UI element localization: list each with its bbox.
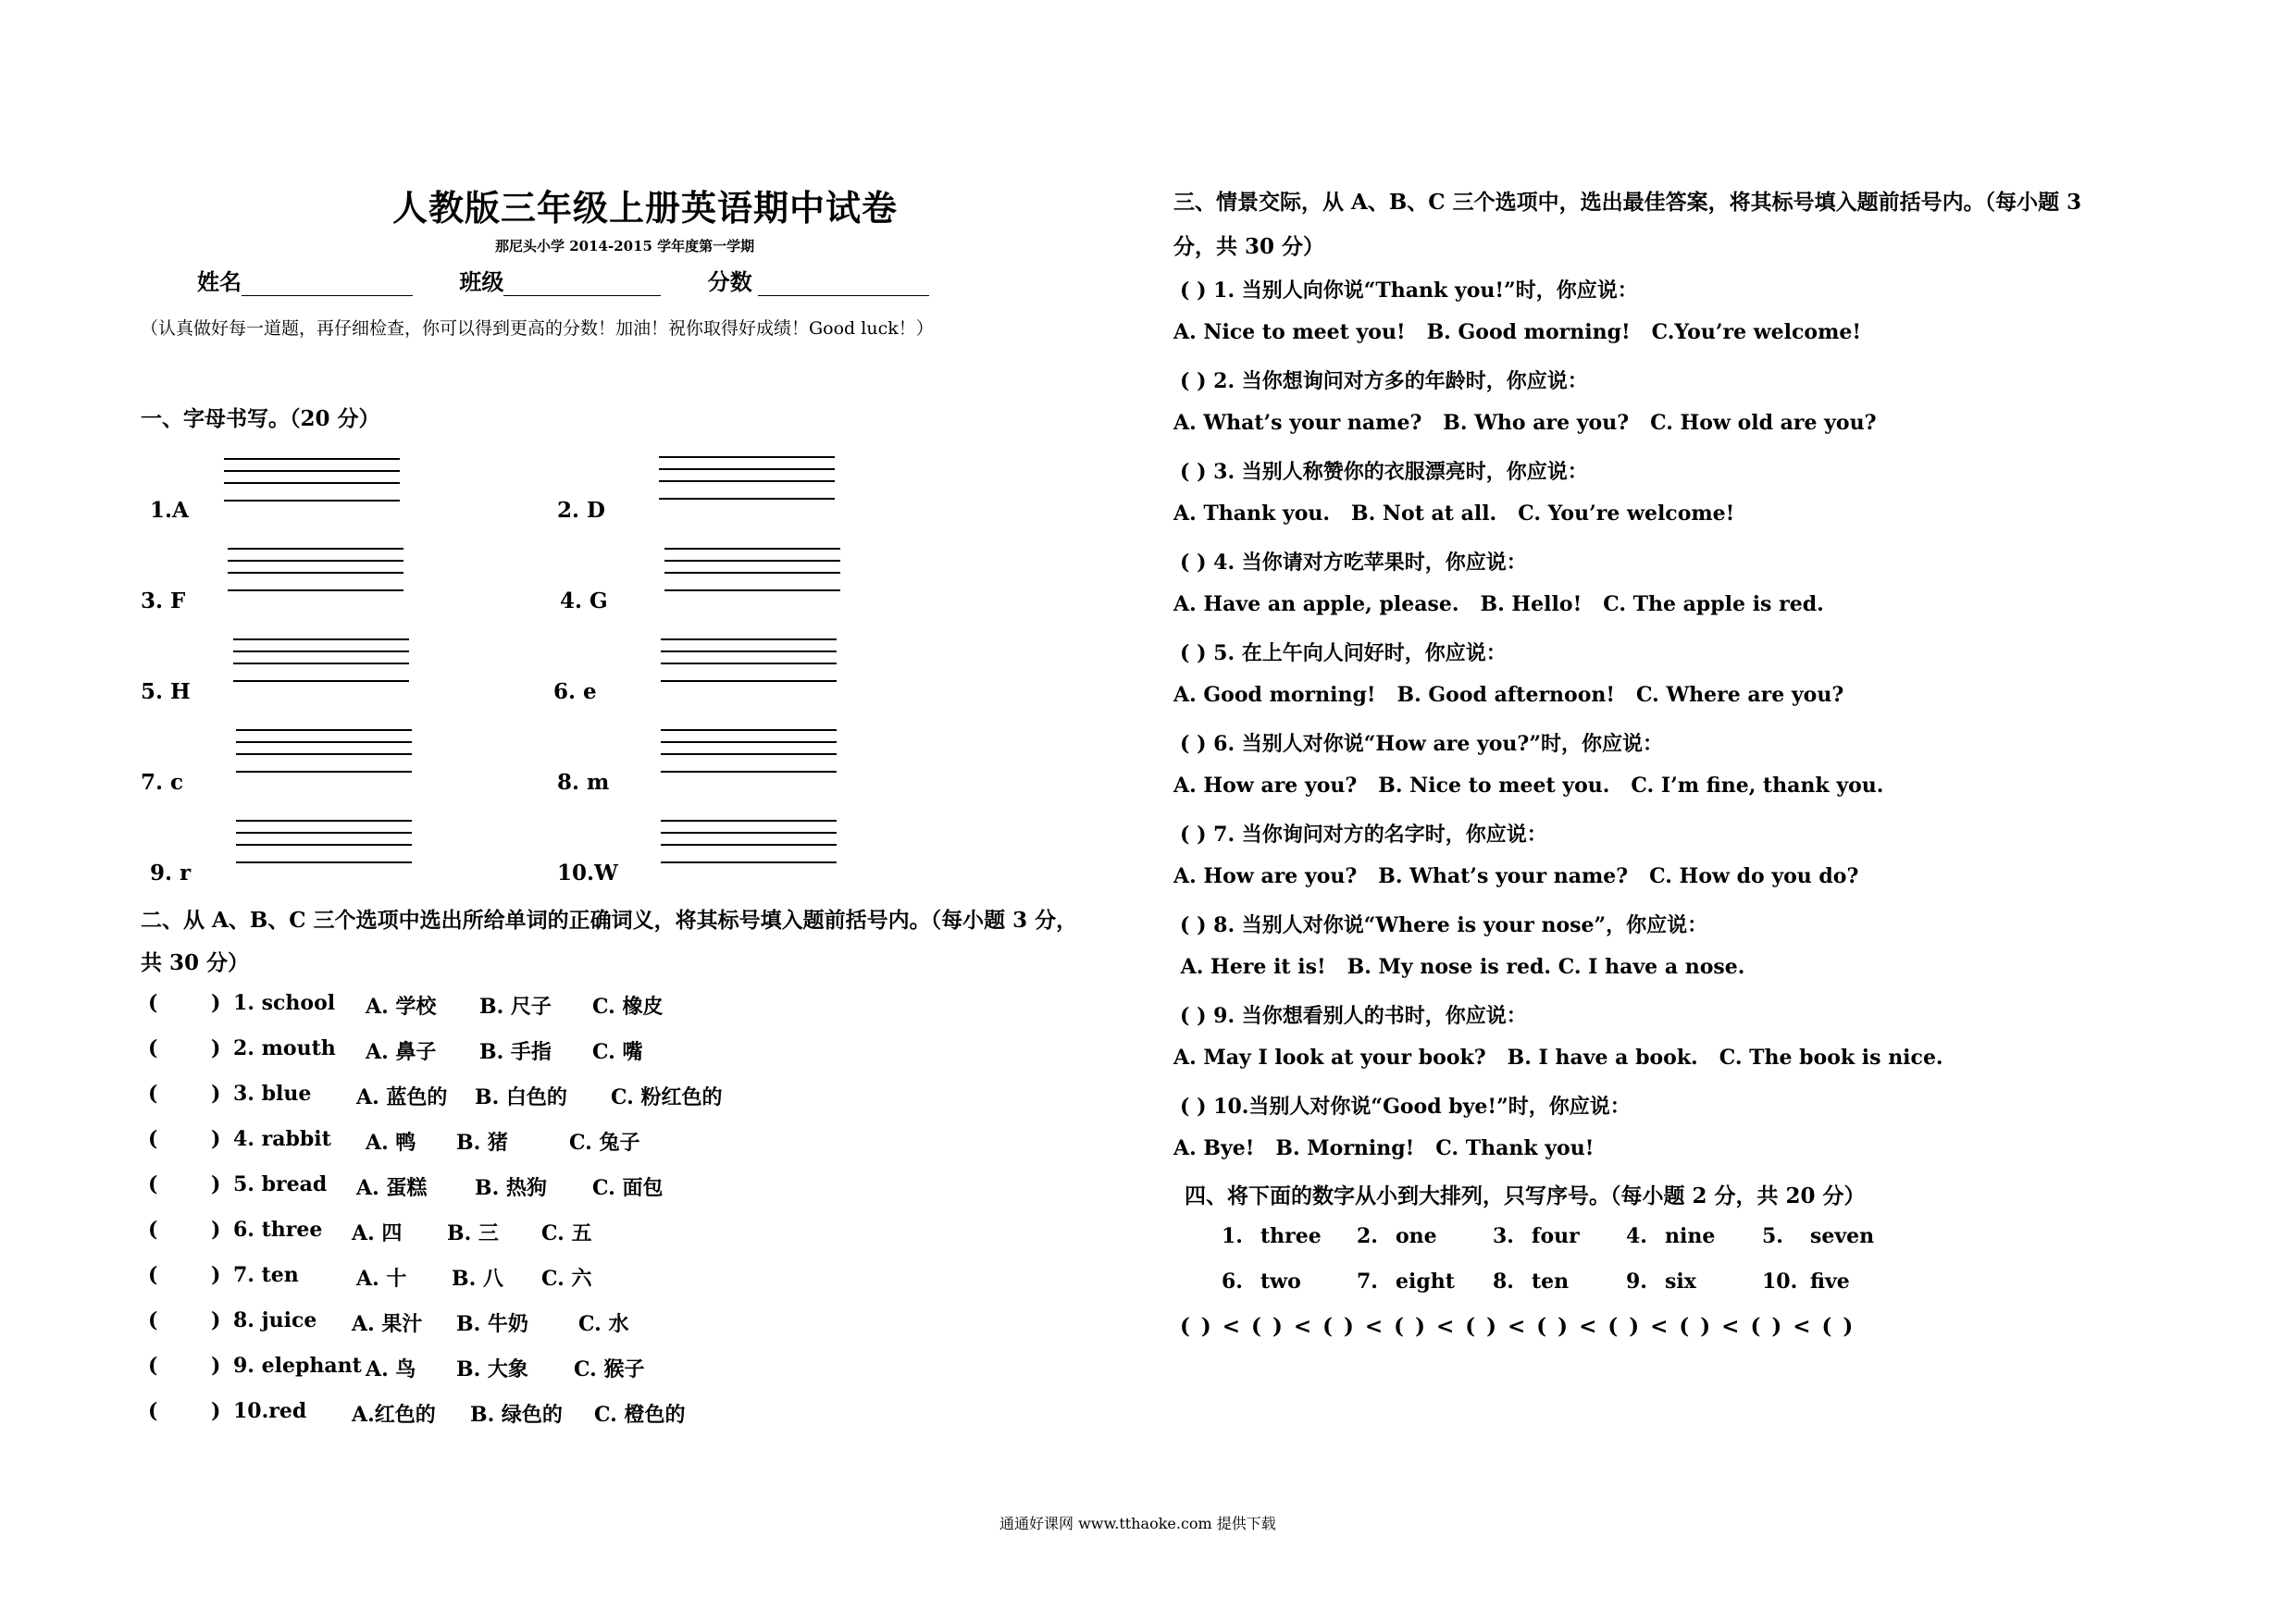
answer-bracket-open[interactable]: ( [148,1172,158,1196]
answer-options: A. How are you? B. What’s your name? C. How do you do? [1173,864,1859,888]
situation-question[interactable]: ( ) 2. 当你想询问对方多的年龄时，你应说： [1180,369,1588,393]
vocab-word: 9. elephant [233,1354,362,1378]
situation-question[interactable]: ( ) 9. 当你想看别人的书时，你应说： [1180,1004,1527,1028]
writing-lines[interactable] [664,548,840,592]
number-index: 1. [1222,1224,1243,1248]
letter-label: 8. m [557,770,610,795]
number-word: nine [1665,1224,1716,1248]
answer-options: A. Bye! B. Morning! C. Thank you! [1173,1136,1595,1160]
answer-bracket-close: ) [211,1036,221,1060]
class-blank[interactable] [503,268,661,296]
number-word: two [1260,1270,1301,1294]
option-a: A. 学校 [366,995,437,1019]
option-a: A.红色的 [352,1403,436,1427]
letter-label: 4. G [560,588,608,613]
option-b: B. 绿色的 [470,1403,563,1427]
answer-bracket-open[interactable]: ( [148,1082,158,1106]
writing-lines[interactable] [228,548,403,592]
answer-bracket-open[interactable]: ( [148,991,158,1015]
answer-options: A. How are you? B. Nice to meet you. C. I’m fine, thank you. [1173,774,1884,798]
number-index: 7. [1357,1270,1378,1294]
name-blank[interactable] [242,268,413,296]
class-label: 班级 [459,268,504,295]
option-c: C. 兔子 [569,1131,640,1155]
student-info-fields [197,264,929,296]
option-b: B. 大象 [456,1357,528,1381]
option-a: A. 蓝色的 [356,1085,448,1109]
option-c: C. 水 [578,1312,629,1336]
answer-bracket-close: ) [211,1308,221,1332]
number-word: five [1810,1270,1850,1294]
situation-question[interactable]: ( ) 10.当别人对你说“Good bye!”时，你应说： [1180,1095,1631,1119]
option-c: C. 猴子 [574,1357,645,1381]
number-word: eight [1396,1270,1455,1294]
answer-options: A. Here it is! B. My nose is red. C. I have a nose. [1173,955,1745,979]
number-word: four [1532,1224,1580,1248]
writing-lines[interactable] [236,820,412,864]
writing-lines[interactable] [233,638,409,683]
number-index: 10. [1762,1270,1798,1294]
option-b: B. 八 [452,1267,503,1291]
answer-options: A. Thank you. B. Not at all. C. You’re welcome! [1173,502,1735,526]
letter-label: 9. r [150,861,192,886]
vocab-word: 7. ten [233,1263,299,1287]
encouragement-note: （认真做好每一道题，再仔细检查，你可以得到更高的分数！加油！祝你取得好成绩！Good luck！） [141,318,934,339]
writing-lines[interactable] [659,456,835,501]
option-a: A. 果汁 [352,1312,423,1336]
number-word: three [1260,1224,1322,1248]
option-a: A. 鸭 [366,1131,416,1155]
option-b: B. 猪 [456,1131,508,1155]
number-word: seven [1810,1224,1875,1248]
option-c: C. 粉红色的 [611,1085,723,1109]
option-a: A. 十 [356,1267,407,1291]
situation-question[interactable]: ( ) 6. 当别人对你说“How are you?”时，你应说： [1180,732,1663,756]
number-word: one [1396,1224,1437,1248]
option-a: A. 蛋糕 [356,1176,428,1200]
option-a: A. 鸟 [366,1357,416,1381]
section2-heading: 二、从 A、B、C 三个选项中选出所给单词的正确词义，将其标号填入题前括号内。（每小题 3 分， [141,908,1078,933]
answer-bracket-open[interactable]: ( [148,1354,158,1378]
vocab-word: 2. mouth [233,1036,336,1060]
situation-question[interactable]: ( ) 3. 当别人称赞你的衣服漂亮时，你应说： [1180,460,1588,484]
number-index: 6. [1222,1270,1243,1294]
answer-bracket-close: ) [211,1218,221,1242]
answer-bracket-close: ) [211,1127,221,1151]
answer-bracket-open[interactable]: ( [148,1308,158,1332]
answer-bracket-open[interactable]: ( [148,1127,158,1151]
number-index: 4. [1626,1224,1647,1248]
answer-bracket-open[interactable]: ( [148,1263,158,1287]
answer-options: A. Good morning! B. Good afternoon! C. Where are you? [1173,683,1844,707]
writing-lines[interactable] [236,729,412,774]
answer-options: A. Nice to meet you! B. Good morning! C.You’re welcome! [1173,320,1862,344]
number-word: ten [1532,1270,1570,1294]
option-c: C. 六 [541,1267,592,1291]
vocab-word: 6. three [233,1218,323,1242]
number-index: 8. [1493,1270,1514,1294]
answer-bracket-open[interactable]: ( [148,1036,158,1060]
vocab-word: 5. bread [233,1172,328,1196]
score-blank[interactable] [758,268,929,296]
answer-bracket-open[interactable]: ( [148,1399,158,1423]
number-index: 3. [1493,1224,1514,1248]
option-b: B. 牛奶 [456,1312,528,1336]
section3-heading-cont: 分，共 30 分） [1173,234,1325,259]
score-label: 分数 [707,268,752,295]
answer-bracket-close: ) [211,1263,221,1287]
option-a: A. 四 [352,1221,403,1245]
situation-question[interactable]: ( ) 5. 在上午向人问好时，你应说： [1180,641,1507,665]
writing-lines[interactable] [661,638,837,683]
section3-heading: 三、情景交际，从 A、B、C 三个选项中，选出最佳答案，将其标号填入题前括号内。（每小题 3 [1173,190,2082,215]
option-c: C. 面包 [592,1176,664,1200]
answer-options: A. May I look at your book? B. I have a book. C. The book is nice. [1173,1046,1943,1070]
letter-label: 7. c [141,770,184,795]
option-c: C. 五 [541,1221,592,1245]
answer-sequence[interactable]: ( ) < ( ) < ( ) < ( ) < ( ) < ( ) < ( ) < ( ) < ( ) < ( ) [1180,1314,1855,1339]
vocab-word: 10.red [233,1399,307,1423]
answer-bracket-close: ) [211,1172,221,1196]
section2-heading-cont: 共 30 分） [141,950,250,975]
vocab-word: 3. blue [233,1082,312,1106]
name-label: 姓名 [197,268,242,295]
number-index: 2. [1357,1224,1378,1248]
option-b: B. 手指 [479,1040,552,1064]
option-c: C. 嘴 [592,1040,643,1064]
number-index: 5. [1762,1224,1783,1248]
answer-options: A. Have an apple, please. B. Hello! C. The apple is red. [1173,592,1824,616]
number-word: six [1665,1270,1696,1294]
option-a: A. 鼻子 [366,1040,437,1064]
situation-question[interactable]: ( ) 1. 当别人向你说“Thank you!”时，你应说： [1180,279,1638,303]
page-subtitle: 那尼头小学 2014-2015 学年度第一学期 [495,238,755,254]
option-c: C. 橡皮 [592,995,664,1019]
letter-label: 5. H [141,679,191,704]
writing-lines[interactable] [661,729,837,774]
letter-label: 10.W [557,861,618,886]
letter-label: 3. F [141,588,186,613]
writing-lines[interactable] [224,458,400,502]
option-b: B. 尺子 [479,995,552,1019]
option-b: B. 热狗 [475,1176,547,1200]
situation-question[interactable]: ( ) 8. 当别人对你说“Where is your nose”，你应说： [1180,913,1708,937]
vocab-word: 1. school [233,991,336,1015]
option-b: B. 白色的 [475,1085,567,1109]
option-b: B. 三 [447,1221,499,1245]
footer-credit: 通通好课网 www.tthaoke.com 提供下载 [999,1515,1276,1532]
writing-lines[interactable] [661,820,837,864]
section1-heading: 一、字母书写。（20 分） [141,406,380,431]
page-title: 人教版三年级上册英语期中试卷 [392,187,899,229]
letter-label: 6. e [553,679,597,704]
answer-bracket-open[interactable]: ( [148,1218,158,1242]
vocab-word: 8. juice [233,1308,317,1332]
answer-bracket-close: ) [211,1399,221,1423]
section4-heading: 四、将下面的数字从小到大排列，只写序号。（每小题 2 分，共 20 分） [1185,1183,1866,1208]
situation-question[interactable]: ( ) 4. 当你请对方吃苹果时，你应说： [1180,551,1527,575]
situation-question[interactable]: ( ) 7. 当你询问对方的名字时，你应说： [1180,823,1547,847]
option-c: C. 橙色的 [594,1403,686,1427]
letter-label: 1.A [150,498,189,523]
vocab-word: 4. rabbit [233,1127,331,1151]
answer-options: A. What’s your name? B. Who are you? C. How old are you? [1173,411,1877,435]
answer-bracket-close: ) [211,991,221,1015]
letter-label: 2. D [557,498,605,523]
answer-bracket-close: ) [211,1082,221,1106]
number-index: 9. [1626,1270,1647,1294]
answer-bracket-close: ) [211,1354,221,1378]
